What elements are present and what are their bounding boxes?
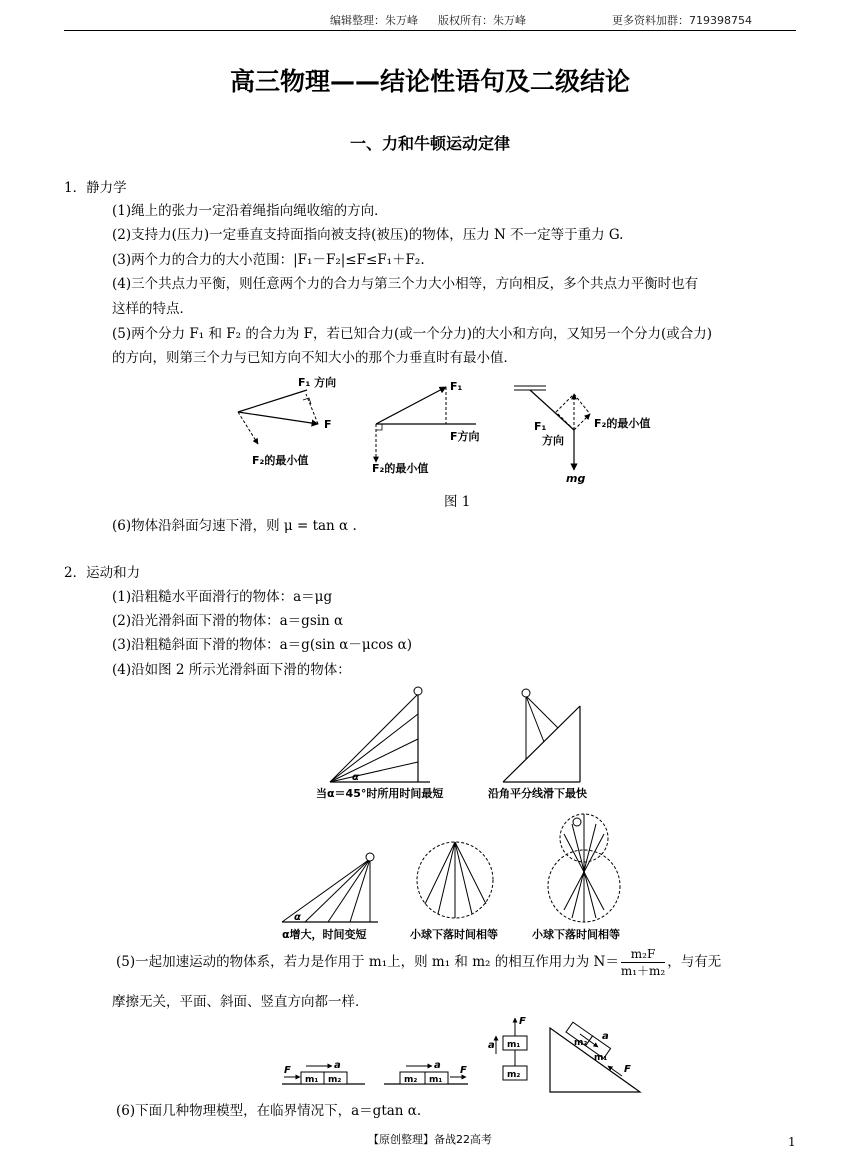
fig2-caption-2: 沿角平分线滑下最快 xyxy=(488,787,587,800)
fig3-f-a: F xyxy=(284,1065,291,1076)
fig2-caption-3: α增大，时间变短 xyxy=(282,928,367,941)
fig1-label-f1-dir: F₁ 方向 xyxy=(298,376,337,389)
fig2-diagram-circle xyxy=(417,842,493,918)
fig3-a-a: a xyxy=(334,1060,341,1071)
part1-item-5: (5)两个分力 F₁ 和 F₂ 的合力为 F，若已知合力(或一个分力)的大小和方向，又知另一个分力(或合力) xyxy=(112,326,713,342)
fig3-horizontal-b xyxy=(384,1060,468,1085)
fig1-label-dir: 方向 xyxy=(542,434,564,447)
figure-1 xyxy=(0,372,860,492)
fig2-caption-1: 当α＝45°时所用时间最短 xyxy=(316,787,444,800)
fig3-m1-a: m₁ xyxy=(305,1075,319,1085)
fig3-f-c: F xyxy=(519,1016,526,1027)
fig2-diagram-45deg xyxy=(330,687,430,783)
fraction-numerator: m₂F xyxy=(621,946,665,963)
figure-1-caption: 图 1 xyxy=(444,494,471,510)
fig1-label-f1-c: F₁ xyxy=(534,420,547,433)
fig3-vertical xyxy=(488,1016,527,1080)
part1-heading: 1．静力学 xyxy=(64,180,127,196)
fig1-label-f2-min-c: F₂的最小值 xyxy=(594,417,651,430)
fig1-label-f2-min: F₂的最小值 xyxy=(252,454,309,467)
fraction-denominator: m₁＋m₂ xyxy=(620,964,666,978)
fig1-label-f1: F₁ xyxy=(450,380,463,393)
figure-2 xyxy=(0,684,860,944)
part1-item-6: (6)物体沿斜面匀速下滑，则 μ = tan α . xyxy=(112,518,357,534)
part1-item-2: (2)支持力(压力)一定垂直支持面指向被支持(被压)的物体，压力 N 不一定等于重力 G. xyxy=(112,227,624,243)
header-copyright: 版权所有：朱万峰 xyxy=(438,14,526,27)
part1-item-1: (1)绳上的张力一定沿着绳指向绳收缩的方向． xyxy=(112,203,388,219)
fig2-diagram-two-circles xyxy=(548,814,620,922)
header-more: 更多资料加群：719398754 xyxy=(612,14,752,27)
part2-item-5-text-a: (5)一起加速运动的物体系，若力是作用于 m₁上，则 m₁ 和 m₂ 的相互作用力为 N＝ xyxy=(116,954,619,970)
fig3-a-d: a xyxy=(602,1031,609,1042)
part2-item-3: (3)沿粗糙斜面下滑的物体：a＝g(sin α－μcos α) xyxy=(112,637,412,653)
fig1-diagram-a xyxy=(238,375,336,467)
page-footer: 【原创整理】备战22高考 xyxy=(368,1133,492,1146)
fig3-m2-b: m₂ xyxy=(404,1075,418,1085)
fig2-alpha-a: α xyxy=(352,772,359,783)
page-number: 1 xyxy=(788,1135,796,1149)
part2-item-5-text-b: ，与有无 xyxy=(667,954,722,970)
fig1-label-f2-min-b: F₂的最小值 xyxy=(372,462,429,475)
fig3-m1-d: m₁ xyxy=(594,1053,608,1063)
fig3-f-d: F xyxy=(624,1064,631,1075)
fig3-m1-c: m₁ xyxy=(507,1040,521,1050)
fig1-diagram-c xyxy=(514,386,650,485)
part2-item-1: (1)沿粗糙水平面滑行的物体：a＝μg xyxy=(112,589,333,605)
fig3-horizontal-a xyxy=(282,1060,365,1085)
part2-item-6: (6)下面几种物理模型，在临界情况下，a＝gtan α. xyxy=(116,1103,422,1119)
page-title: 高三物理——结论性语句及二级结论 xyxy=(229,67,630,96)
part2-item-5 xyxy=(116,946,721,979)
part1-item-4-cont: 这样的特点． xyxy=(112,301,193,317)
part2-heading: 2．运动和力 xyxy=(64,565,141,581)
section-title: 一、力和牛顿运动定律 xyxy=(349,134,510,153)
fig3-m2-d: m₂ xyxy=(574,1038,588,1048)
fig1-diagram-b xyxy=(372,380,480,475)
fig1-label-f-dir: F方向 xyxy=(450,430,480,443)
fig2-diagram-alpha xyxy=(282,853,378,923)
part2-item-4: (4)沿如图 2 所示光滑斜面下滑的物体： xyxy=(112,662,351,678)
header-rule xyxy=(64,30,796,31)
fig2-alpha-b: α xyxy=(294,912,301,923)
fig2-diagram-bisector xyxy=(503,689,580,782)
part2-item-5-cont: 摩擦无关，平面、斜面、竖直方向都一样． xyxy=(112,994,369,1010)
fig1-label-mg: mg xyxy=(566,472,586,485)
fig3-m2-a: m₂ xyxy=(328,1075,342,1085)
fig2-caption-4: 小球下落时间相等 xyxy=(410,928,498,941)
fig1-label-f: F xyxy=(324,418,332,431)
figure-3 xyxy=(0,1014,860,1094)
part1-item-3: (3)两个力的合力的大小范围：|F₁－F₂|≤F≤F₁＋F₂. xyxy=(112,252,425,268)
fig3-a-c: a xyxy=(488,1040,495,1051)
fig3-a-b: a xyxy=(434,1060,441,1071)
part2-item-2: (2)沿光滑斜面下滑的物体：a＝gsin α xyxy=(112,613,344,629)
fig3-incline xyxy=(550,1022,640,1092)
part1-item-4: (4)三个共点力平衡，则任意两个力的合力与第三个力大小相等，方向相反，多个共点力平衡时也有 xyxy=(112,276,699,292)
part1-item-5-cont: 的方向，则第三个力与已知方向不知大小的那个力垂直时有最小值． xyxy=(112,350,517,366)
fraction-n xyxy=(621,946,665,979)
fig3-m2-c: m₂ xyxy=(507,1070,521,1080)
fig3-f-b: F xyxy=(460,1065,467,1076)
fig2-caption-5: 小球下落时间相等 xyxy=(532,928,620,941)
fig3-m1-b: m₁ xyxy=(429,1075,443,1085)
header-editor: 编辑整理：朱万峰 xyxy=(330,14,418,27)
